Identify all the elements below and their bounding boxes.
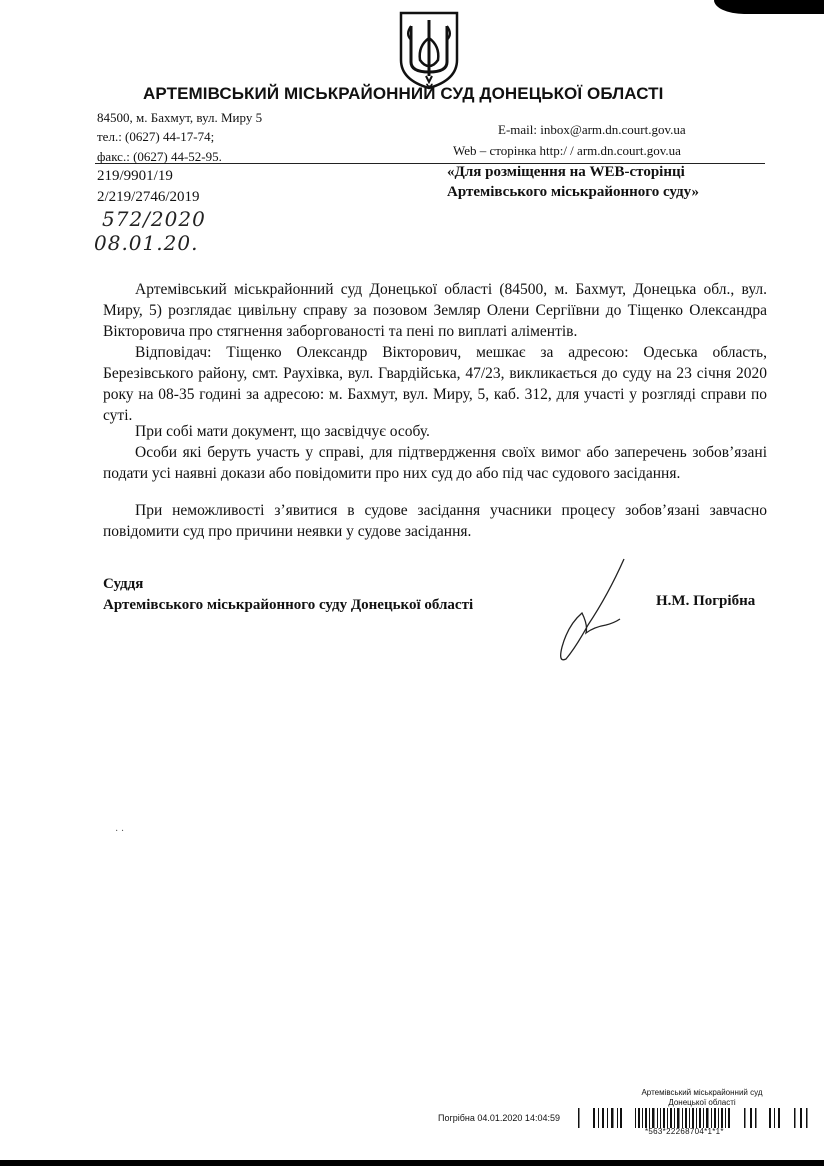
court-title: АРТЕМІВСЬКИЙ МІСЬКРАЙОННИЙ СУД ДОНЕЦЬКОЇ ОБЛАСТІ — [143, 84, 664, 103]
scan-specks: · · — [115, 826, 125, 837]
paragraph-defendant-summons: Відповідач: Тіщенко Олександр Вікторович, мешкає за адресою: Одеська область, Березівського району, смт. Раухівка, вул. Гвардійська, 47/23, викликається до суду на 23 січня 2020 року на 08-35 годині за адресою: м. Бахмут, вул. Миру, 5, каб. 312, для участі у розгляді справи по суті. — [103, 344, 767, 424]
tryzub-coat-of-arms-icon — [398, 10, 460, 90]
paragraph-id-document: При собі мати документ, що засвідчує особу. — [135, 423, 430, 440]
scan-bottom-edge — [0, 1160, 824, 1166]
judge-name: Н.М. Погрібна — [656, 593, 756, 609]
footer-timestamp: Погрібна 04.01.2020 14:04:59 — [438, 1113, 560, 1123]
web-publication-note — [447, 162, 767, 202]
barcode-text: *563*22268704*1*1* — [645, 1127, 724, 1136]
court-email: E-mail: inbox@arm.dn.court.gov.ua — [498, 122, 686, 137]
court-phone: тел.: (0627) 44-17-74; — [97, 129, 215, 144]
footer-court-name — [612, 1088, 792, 1108]
footer-court-line2: Донецької області — [668, 1098, 736, 1107]
barcode-icon — [578, 1106, 811, 1128]
court-fax: факс.: (0627) 44-52-95. — [97, 149, 222, 164]
judge-court: Артемівського міськрайонного суду Донецької області — [103, 597, 474, 613]
paragraph-evidence: Особи які беруть участь у справі, для підтвердження своїх вимог або заперечень зобов’язані подати усі наявні докази або повідомити про них суд до або під час судового засідання. — [103, 444, 767, 482]
handwritten-signature-icon — [548, 555, 638, 665]
proceeding-number: 2/219/2746/2019 — [97, 189, 200, 205]
handwritten-date: 08.01.20. — [94, 231, 199, 255]
paragraph-case-intro: Артемівський міськрайонний суд Донецької області (84500, м. Бахмут, Донецька обл., вул. Миру, 5) розглядає цивільну справу за позовом Земляр Олени Сергіївни до Тіщенко Олександра Вікторовича про стягнення заборгованості та пені по виплаті аліментів. — [103, 281, 767, 340]
paragraph-absence-notice: При неможливості з’явитися в судове засідання учасники процесу зобов’язані завчасно повідомити суд про причини неявки у судове засідання. — [103, 502, 767, 540]
footer-court-line1: Артемівський міськрайонний суд — [641, 1088, 763, 1097]
judge-title: Суддя — [103, 576, 144, 592]
web-note-line2: Артемівського міськрайонного суду» — [447, 184, 699, 200]
scan-corner-shadow — [714, 0, 824, 14]
handwritten-outgoing-number: 572/2020 — [102, 207, 206, 231]
court-address: 84500, м. Бахмут, вул. Миру 5 — [97, 110, 263, 125]
case-number: 219/9901/19 — [97, 168, 173, 184]
web-note-line1: «Для розміщення на WEB-сторінці — [447, 164, 685, 180]
court-website: Web – сторінка http:/ / arm.dn.court.gov.ua — [453, 143, 681, 158]
